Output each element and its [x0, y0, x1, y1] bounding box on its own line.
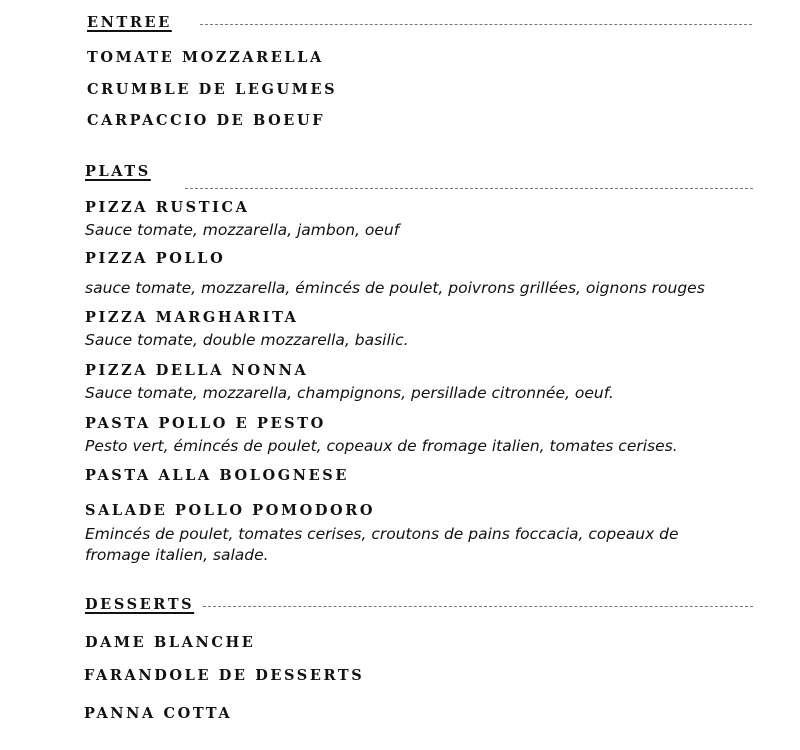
menu-item: PIZZA RUSTICA	[85, 199, 250, 216]
menu-item-description: Emincés de poulet, tomates cerises, croutons de pains foccacia, copeaux de fromage italien, salade.	[85, 525, 679, 564]
menu-item: DAME BLANCHE	[85, 634, 256, 651]
menu-item: CARPACCIO DE BOEUF	[87, 112, 326, 129]
dashed-divider	[203, 606, 753, 607]
menu-item: PIZZA DELLA NONNA	[85, 362, 309, 379]
menu-item: FARANDOLE DE DESSERTS	[84, 667, 365, 684]
menu-item: PASTA POLLO E PESTO	[85, 415, 326, 432]
menu-item-description: sauce tomate, mozzarella, émincés de poulet, poivrons grillées, oignons rouges	[85, 279, 705, 297]
menu-item: CRUMBLE DE LEGUMES	[87, 81, 338, 98]
section-title-plats: PLATS	[85, 163, 151, 180]
menu-item: PIZZA MARGHARITA	[85, 309, 299, 326]
menu-item-description: Sauce tomate, mozzarella, champignons, persillade citronnée, oeuf.	[85, 384, 614, 402]
menu-item: PANNA COTTA	[84, 705, 233, 722]
section-title-entree: ENTREE	[87, 14, 172, 31]
menu-item: TOMATE MOZZARELLA	[87, 49, 324, 66]
menu-item-description: Sauce tomate, mozzarella, jambon, oeuf	[85, 221, 400, 239]
section-title-desserts: DESSERTS	[85, 596, 195, 613]
menu-item: PASTA ALLA BOLOGNESE	[85, 467, 349, 484]
dashed-divider	[200, 24, 752, 25]
menu-item: PIZZA POLLO	[85, 250, 226, 267]
menu-item: SALADE POLLO POMODORO	[85, 502, 376, 519]
menu-item-description: Sauce tomate, double mozzarella, basilic.	[85, 331, 409, 349]
dashed-divider	[185, 188, 753, 189]
menu-item-description: Pesto vert, émincés de poulet, copeaux de fromage italien, tomates cerises.	[85, 437, 678, 455]
